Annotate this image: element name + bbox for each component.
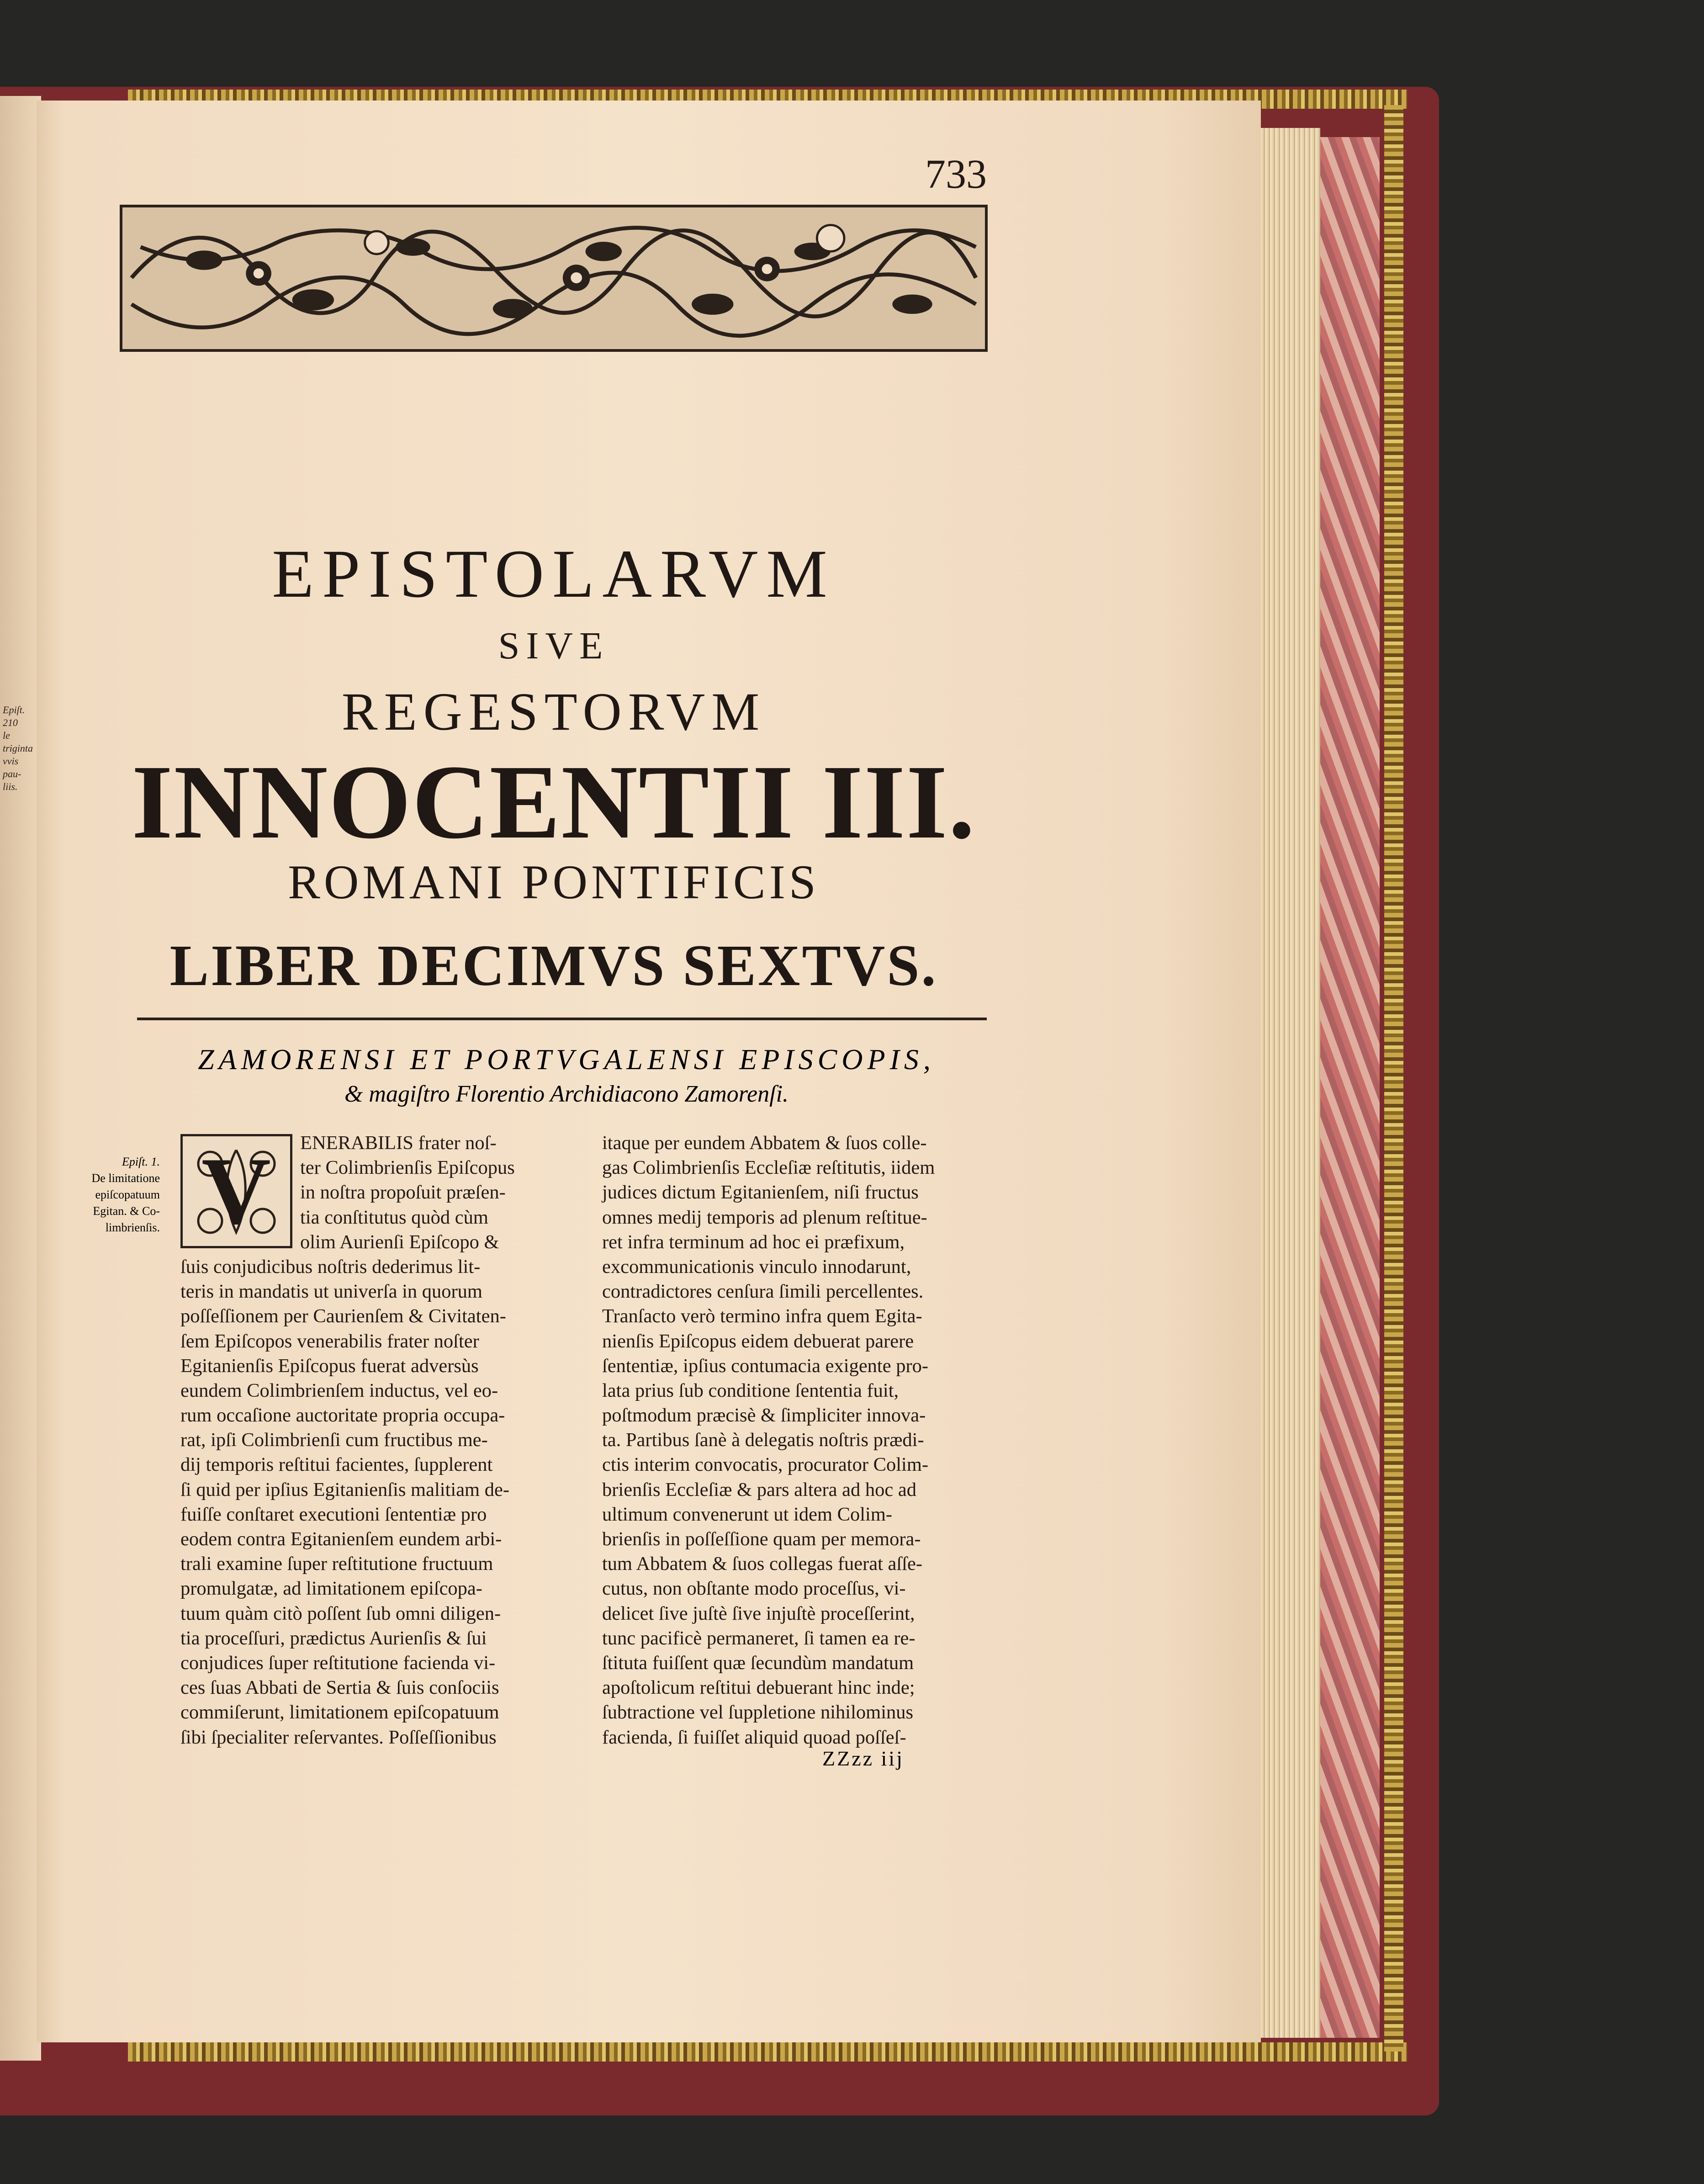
horizontal-rule — [137, 1018, 987, 1020]
title-romani-pontificis: ROMANI PONTIFICIS — [288, 855, 820, 909]
margin-note: Epiſt. 1. De limitatione epiſcopatuum Egitan. & Co- limbrienſis. — [91, 1155, 160, 1234]
initial-letter: V — [201, 1138, 271, 1244]
page-edges — [1252, 128, 1320, 2038]
left-page-edge — [0, 96, 41, 2061]
gilt-border-right — [1384, 105, 1403, 2051]
title-regestorum: REGESTORVM — [341, 682, 766, 742]
text-column-left: ENERABILIS frater noſ- ter Colimbrienſis Epiſcopus in noſtra propoſuit præſen- tia conſtitutus quòd cùm olim Aurienſi Epiſcopo & ſuis conjudicibus noſtris dederimus lit- teris in mandatis ut univerſa in quorum poſſeſſionem per Caurienſem & Civitaten- ſem Epiſcopos venerabilis frater noſter Egitanienſis Epiſcopus fuerat adversùs eundem Colimbrienſem inductus, vel eo- rum occaſione auctoritate propria occupa- rat, ipſi Colimbrienſi cum fructibus me- dij temporis reſtitui facientes, ſupplerent ſi quid per ipſius Egitanienſis malitiam de- fuiſſe conſtaret executioni ſententiæ pro eodem contra Egitanienſem eundem arbi- trali examine ſuper reſtitutione fructuum promulgatæ, ad limitationem epiſcopa- tuum quàm citò poſſent ſub omni diligen- tia proceſſuri, prædictus Aurienſis & ſui conjudices ſuper reſtitutione facienda vi- ces ſuas Abbati de Sertia & ſuis conſociis commiſerunt, limitationem epiſcopatuum ſibi ſpecialiter reſervantes. Poſſeſſionibus — [180, 1132, 515, 1748]
title-liber: LIBER DECIMVS SEXTVS. — [169, 933, 938, 998]
title-epistolarum: EPISTOLARVM — [272, 536, 836, 612]
text-column-right: itaque per eundem Abbatem & ſuos colle- gas Colimbrienſis Eccleſiæ reſtitutis, iidem judices dictum Egitanienſem, niſi fructus omnes medij temporis ad plenum reſtitue- ret infra terminum ad hoc ei præfixum, excommunicationis vinculo innodarunt, contradictores cenſura ſimili percellentes. Tranſacto verò termino infra quem Egita- nienſis Epiſcopus eidem debuerat parere ſententiæ, ipſius contumacia exigente pro- lata prius ſub conditione ſententia fuit, poſtmodum præcisè & ſimpliciter innova- ta. Partibus ſanè à delegatis noſtris prædi- ctis interim convocatis, procurator Colim- brienſis Eccleſiæ & pars altera ad hoc ad ultimum convenerunt ut idem Colim- brienſis in poſſeſſione quam per memora- tum Abbatem & ſuos collegas fuerat aſſe- cutus, non obſtante modo proceſſus, vi- delicet ſive juſtè ſive injuſtè proceſſerint, tunc pacificè permaneret, ſi tamen ea re- ſtituta fuiſſent quæ ſecundùm mandatum apoſtolicum reſtitui debuerant hinc inde; ſubtractione vel ſuppletione nihilominus facienda, ſi fuiſſet aliquid quoad poſſeſ- — [602, 1132, 935, 1748]
page-number: 733 — [925, 152, 987, 197]
marbled-endpaper — [1320, 137, 1380, 2038]
signature-mark: ZZzz iij — [822, 1747, 904, 1770]
address-heading: ZAMORENSI ET PORTVGALENSI EPISCOPIS, — [198, 1043, 935, 1076]
ornamental-headpiece — [120, 205, 988, 352]
title-sive: SIVE — [498, 625, 609, 667]
address-subheading: & magiſtro Florentio Archidiacono Zamorenſi. — [344, 1081, 789, 1107]
gilt-border-bottom — [128, 2042, 1407, 2062]
title-innocentii: INNOCENTII III. — [132, 743, 976, 861]
left-page-fragment: Epiſt. 210 le triginta vvis pau- liis. — [3, 704, 33, 792]
